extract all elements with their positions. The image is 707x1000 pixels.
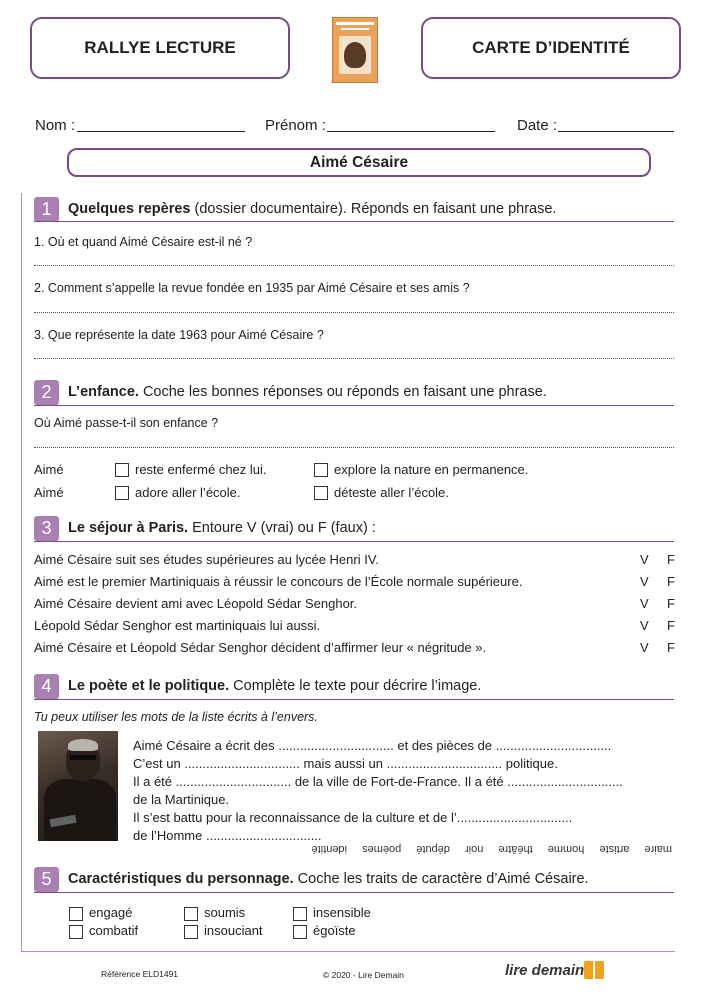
answer-line-3[interactable] [34,358,674,359]
true-option-1[interactable]: V [640,552,649,567]
word-poemes: poèmes [362,843,402,855]
nom-input-line[interactable] [77,131,245,132]
question-3: 3. Que représente la date 1963 pour Aimé Césaire ? [34,328,324,342]
reference-label: Référence ELD1491 [101,969,179,979]
row-1-subject: Aimé [34,462,64,477]
trait-engage: engagé [89,905,133,920]
section-4-underline [34,699,674,700]
statement-4: Léopold Sédar Senghor est martiniquais lui aussi. [34,618,321,633]
checkbox-reste-enferme[interactable] [115,463,129,477]
section-2-title: L’enfance. Coche les bonnes réponses ou réponds en faisant une phrase. [68,384,547,400]
bottom-rule [21,951,675,952]
checkbox-engage[interactable] [69,907,83,921]
checkbox-soumis[interactable] [184,907,198,921]
checkbox-explore-nature[interactable] [314,463,328,477]
section-1-title: Quelques repères (dossier documentaire). Réponds en faisant une phrase. [68,201,557,217]
trait-egoiste: égoïste [313,923,356,938]
date-input-line[interactable] [558,131,674,132]
question-1: 1. Où et quand Aimé Césaire est-il né ? [34,235,253,249]
answer-line-1[interactable] [34,265,674,266]
statement-2: Aimé est le premier Martiniquais à réussir le concours de l’École normale supérieure. [34,574,523,589]
book-icon [584,961,604,979]
false-option-4[interactable]: F [667,618,675,633]
date-label: Date : [517,117,558,134]
section-2-number: 2 [34,380,59,405]
false-option-1[interactable]: F [667,552,675,567]
cloze-line-4: de la Martinique. [133,792,230,807]
false-option-2[interactable]: F [667,574,675,589]
trait-insouciant: insouciant [204,923,263,938]
statement-3: Aimé Césaire devient ami avec Léopold Sédar Senghor. [34,596,358,611]
section-5-number: 5 [34,867,59,892]
word-homme: homme [547,843,585,855]
true-option-3[interactable]: V [640,596,649,611]
option-deteste-ecole: déteste aller l’école. [334,485,449,500]
false-option-3[interactable]: F [667,596,675,611]
checkbox-deteste-ecole[interactable] [314,486,328,500]
word-maire: maire [644,843,672,855]
lire-demain-logo: lire demain [505,962,585,979]
answer-line-2[interactable] [34,312,674,313]
word-theatre: théâtre [498,843,533,855]
trait-combatif: combatif [89,923,139,938]
section-5-title: Caractéristiques du personnage. Coche les traits de caractère d’Aimé Césaire. [68,871,589,887]
true-option-2[interactable]: V [640,574,649,589]
option-reste-enferme: reste enfermé chez lui. [135,462,267,477]
question-2: 2. Comment s’appelle la revue fondée en 1935 par Aimé Césaire et ses amis ? [34,281,470,295]
prenom-input-line[interactable] [327,131,495,132]
upside-down-word-list [300,843,672,855]
section-4-hint: Tu peux utiliser les mots de la liste écrits à l’envers. [34,710,318,724]
cloze-line-5[interactable]: Il s’est battu pour la reconnaissance de la culture et de l’................................ [133,810,573,825]
word-noir: noir [464,843,484,855]
page-title-box [67,148,651,177]
nom-label: Nom : [35,117,76,134]
section-1-underline [34,221,674,222]
section-1-number: 1 [34,197,59,222]
cloze-line-1[interactable]: Aimé Césaire a écrit des ................................ et des pièces de ................................ [133,738,612,753]
option-adore-ecole: adore aller l’école. [135,485,241,500]
section-5-underline [34,892,674,893]
checkbox-egoiste[interactable] [293,925,307,939]
trait-insensible: insensible [313,905,371,920]
aime-cesaire-photo [38,731,118,841]
statement-5: Aimé Césaire et Léopold Sédar Senghor décident d’affirmer leur « négritude ». [34,640,487,655]
section-4-number: 4 [34,674,59,699]
option-explore-nature: explore la nature en permanence. [334,462,529,477]
true-option-5[interactable]: V [640,640,649,655]
row-2-subject: Aimé [34,485,64,500]
cloze-line-6[interactable]: de l’Homme ................................ [133,828,322,843]
statement-1: Aimé Césaire suit ses études supérieures au lycée Henri IV. [34,552,379,567]
section-2-underline [34,405,674,406]
cloze-line-2[interactable]: C’est un ................................ mais aussi un ................................ politique. [133,756,558,771]
cloze-line-3[interactable]: Il a été ................................ de la ville de Fort-de-France. Il a été ................................ [133,774,623,789]
enfance-question: Où Aimé passe-t-il son enfance ? [34,416,219,430]
false-option-5[interactable]: F [667,640,675,655]
trait-soumis: soumis [204,905,246,920]
checkbox-insensible[interactable] [293,907,307,921]
copyright-label: © 2020 - Lire Demain [323,970,404,980]
section-3-number: 3 [34,516,59,541]
word-artiste: artiste [599,843,630,855]
enfance-answer-line[interactable] [34,447,674,448]
word-identite: identité [311,843,347,855]
section-3-underline [34,541,674,542]
checkbox-insouciant[interactable] [184,925,198,939]
checkbox-combatif[interactable] [69,925,83,939]
section-4-title: Le poète et le politique. Complète le texte pour décrire l’image. [68,678,482,694]
prenom-label: Prénom : [265,117,326,134]
carte-identite-box [421,17,681,79]
left-margin-rule [21,193,22,951]
page-title: Aimé Césaire [309,153,409,171]
true-option-4[interactable]: V [640,618,649,633]
book-cover-image [332,17,378,83]
section-3-title: Le séjour à Paris. Entoure V (vrai) ou F (faux) : [68,520,376,536]
checkbox-adore-ecole[interactable] [115,486,129,500]
rallye-lecture-label: RALLYE LECTURE [84,38,236,57]
word-depute: député [416,843,450,855]
carte-identite-label: CARTE D’IDENTITÉ [472,38,630,57]
rallye-lecture-box [30,17,290,79]
